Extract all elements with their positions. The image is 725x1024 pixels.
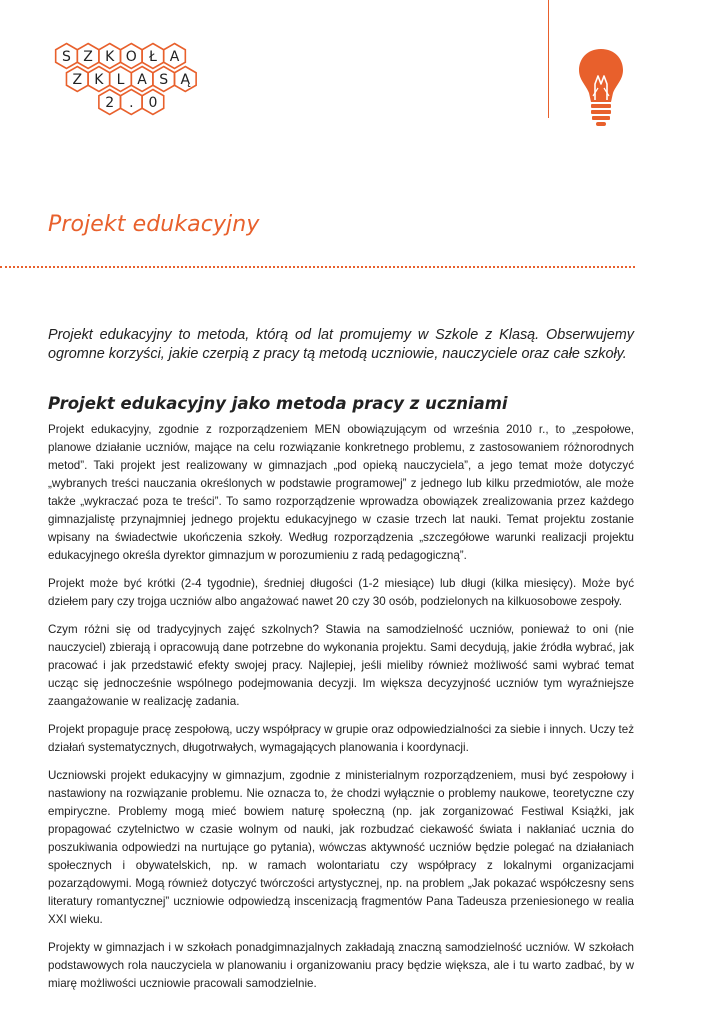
- logo-letter: L: [116, 72, 125, 88]
- paragraph: Projekt może być krótki (2-4 tygodnie), średniej długości (1-2 miesiące) lub długi (kilka miesięcy). Może być dziełem pary czy trojga uczniów albo angażować nawet 20 czy 30 osób, podzielonych na kilkuosobowe zespoły.: [48, 577, 634, 608]
- page-title: Projekt edukacyjny: [48, 212, 260, 237]
- szkola-z-klasa-logo: [52, 42, 262, 122]
- logo-letter: Ą: [180, 72, 191, 88]
- logo-letter: Z: [72, 72, 83, 88]
- paragraph: Projekt edukacyjny, zgodnie z rozporządzeniem MEN obowiązującym od września 2010 r., to „zespołowe, planowe działanie uczniów, mające na celu rozwiązanie konkretnego problemu, z zastosowaniem różnorodnych metod”. Taki projekt jest realizowany w gimnazjach „pod opieką nauczyciela”, a jego temat może dotyczyć „wybranych treści nauczania określonych w podstawie programowej” z jednego lub kilku przedmiotów, ale może także „wykraczać poza te treści”. To samo rozporządzenie wprowadza obowiązek zrealizowania przez każdego gimnazjalistę przynajmniej jednego projektu edukacyjnego w czasie trzech lat nauki. Temat projektu zostanie wpisany na świadectwie ukończenia szkoły. Według rozporządzenia „szczegółowe warunki realizacji projektu edukacyjnego określa dyrektor gimnazjum w porozumieniu z radą pedagogiczną”.: [48, 423, 634, 562]
- intro-lead: Projekt edukacyjny to metoda, którą od lat promujemy w Szkole z Klasą. Obserwujemy ogromne korzyści, jakie czerpią z pracy tą metodą uczniowie, nauczyciele oraz całe szkoły.: [48, 327, 634, 362]
- logo-letter: K: [94, 72, 104, 88]
- logo-letter: S: [62, 49, 71, 65]
- logo-letter: 2: [105, 95, 115, 111]
- logo-letter: 0: [148, 95, 158, 111]
- logo-letter: Z: [83, 49, 93, 65]
- logo-letter: A: [169, 49, 180, 65]
- paragraph: Projekt propaguje pracę zespołową, uczy współpracy w grupie oraz odpowiedzialności za siebie i innych. Uczy też działań systematycznych, długotrwałych, wymagających planowania i koordynacji.: [48, 723, 634, 754]
- lightbulb-icon: [576, 46, 626, 128]
- header-divider: [548, 0, 549, 118]
- dotted-divider: [0, 266, 635, 268]
- body-text: [48, 421, 634, 1003]
- paragraph: Uczniowski projekt edukacyjny w gimnazjum, zgodnie z ministerialnym rozporządzeniem, musi być zespołowy i nastawiony na rozwiązanie problemu. Nie oznacza to, że chodzi wyłącznie o problemy naukowe, teoretyczne czy empiryczne. Problemy mogą mieć bowiem naturę społeczną (np. jak zorganizować Festiwal Książki, jak propagować czytelnictwo w czasie wolnym od nauki, jak rozbudzać ciekawość świata i nakłaniać ucznia do poszukiwania odpowiedzi na nurtujące go pytania), wówczas aktywność uczniów będzie polegać na działaniach społecznych i obywatelskich, np. w ramach wolontariatu czy współpracy z lokalnymi organizacjami pozarządowymi. Mogą również dotyczyć twórczości artystycznej, np. na problem „Jak pokazać współczesny sens literatury romantycznej” uczniowie odpowiedzą inscenizacją fragmentów Pana Tadeusza przeniesionego w realia XXI wieku.: [48, 769, 634, 926]
- logo-letter: .: [129, 95, 134, 111]
- logo-letter: K: [105, 49, 115, 65]
- logo-letter: S: [159, 72, 169, 88]
- logo-letter: A: [137, 72, 147, 88]
- logo-letter: Ł: [148, 49, 157, 65]
- paragraph: Projekty w gimnazjach i w szkołach ponadgimnazjalnych zakładają znaczną samodzielność uczniów. W szkołach podstawowych rola nauczyciela w planowaniu i organizowaniu pracy będzie większa, ale i tu warto zadbać, by w miarę możliwości uczniowie pracowali samodzielnie.: [48, 941, 634, 990]
- paragraph: Czym różni się od tradycyjnych zajęć szkolnych? Stawia na samodzielność uczniów, ponieważ to oni (nie nauczyciel) zbierają i opracowują dane potrzebne do wykonania projektu. Sami decydują, jakie źródła wybrać, jak pracować i jak przedstawić efekty swojej pracy. Najlepiej, jeśli mieliby również możliwość sami wybrać temat ucząc się jednocześnie wspólnego podejmowania decyzji. Im większa decyzyjność uczniów tym wyraźniejsze zaangażowanie w realizację zadania.: [48, 623, 634, 708]
- logo-letter: O: [125, 49, 137, 65]
- section-heading: Projekt edukacyjny jako metoda pracy z uczniami: [48, 394, 508, 413]
